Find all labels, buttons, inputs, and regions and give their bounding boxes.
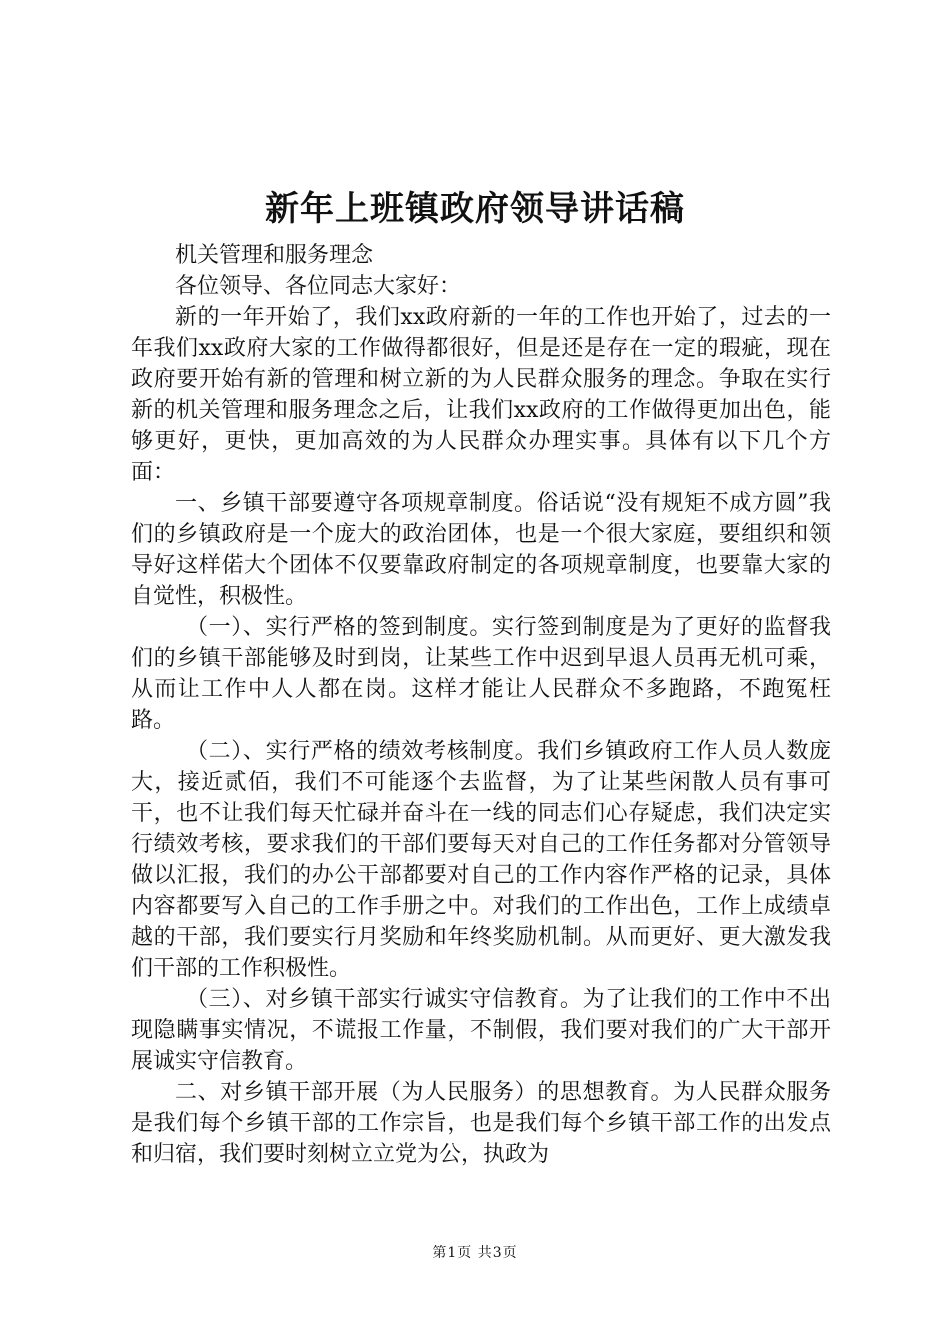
paragraph-section-2: 二、对乡镇干部开展（为人民服务）的思想教育。为人民群众服务是我们每个乡镇干部的工作宗旨，也是我们每个乡镇干部工作的出发点和归宿，我们要时刻树立立党为公，执政为: [131, 1080, 831, 1167]
paragraph-subtitle: 机关管理和服务理念: [175, 243, 374, 268]
paragraph-section-1: 一、乡镇干部要遵守各项规章制度。俗话说“没有规矩不成方圆”我们的乡镇政府是一个庞大的政治团体，也是一个很大家庭，要组织和领导好这样偌大个团体不仅要靠政府制定的各项规章制度，也要靠大家的自觉性，积极性。: [131, 491, 831, 609]
document-title: 新年上班镇政府领导讲话稿: [265, 189, 685, 229]
paragraph-section-1-3: （三）、对乡镇干部实行诚实守信教育。为了让我们的工作中不出现隐瞒事实情况，不谎报工作量，不制假，我们要对我们的广大干部开展诚实守信教育。: [131, 987, 831, 1074]
paragraph-greeting: 各位领导、各位同志大家好：: [175, 274, 462, 299]
paragraph-section-1-1: （一）、实行严格的签到制度。实行签到制度是为了更好的监督我们的乡镇干部能够及时到岗，让某些工作中迟到早退人员再无机可乘，从而让工作中人人都在岗。这样才能让人民群众不多跑路，不跑冤枉路。: [131, 615, 831, 733]
paragraph-section-1-2: （二）、实行严格的绩效考核制度。我们乡镇政府工作人员人数庞大，接近贰佰，我们不可能逐个去监督，为了让某些闲散人员有事可干，也不让我们每天忙碌并奋斗在一线的同志们心存疑虑，我们决定实行绩效考核，要求我们的干部们要每天对自己的工作任务都对分管领导做以汇报，我们的办公干部都要对自己的工作内容作严格的记录，具体内容都要写入自己的工作手册之中。对我们的工作出色，工作上成绩卓越的干部，我们要实行月奖励和年终奖励机制。从而更好、更大激发我们干部的工作积极性。: [131, 739, 831, 981]
paragraph-intro: 新的一年开始了，我们xx政府新的一年的工作也开始了，过去的一年我们xx政府大家的工作做得都很好，但是还是存在一定的瑕疵，现在政府要开始有新的管理和树立新的为人民群众服务的理念。争取在实行新的机关管理和服务理念之后，让我们xx政府的工作做得更加出色，能够更好，更快，更加高效的为人民群众办理实事。具体有以下几个方面：: [131, 305, 831, 485]
document-body: [131, 240, 831, 1170]
page-footer: 第1页 共3页: [432, 1245, 518, 1261]
